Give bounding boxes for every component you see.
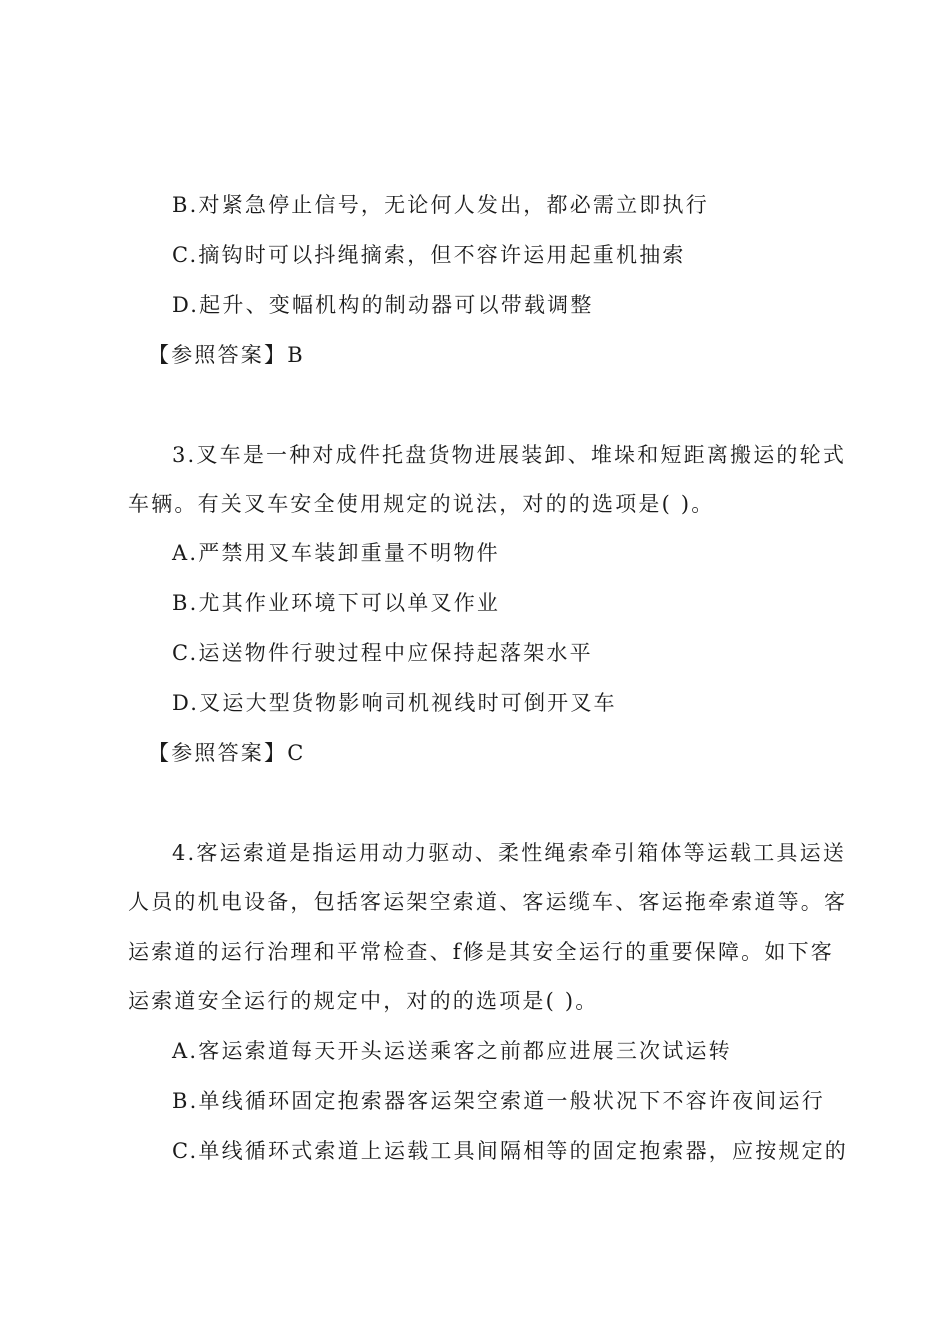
q4-option-a: A.客运索道每天开头运送乘客之前都应进展三次试运转	[172, 1039, 732, 1063]
q4-stem-line-1: 4.客运索道是指运用动力驱动、柔性绳索牵引箱体等运载工具运送	[172, 841, 847, 865]
q4-stem-line-4: 运索道安全运行的规定中，对的的选项是( )。	[128, 989, 599, 1013]
q2-option-b: B.对紧急停止信号，无论何人发出，都必需立即执行	[172, 193, 709, 217]
q3-option-c: C.运送物件行驶过程中应保持起落架水平	[172, 641, 593, 665]
q3-stem-line-2: 车辆。有关叉车安全使用规定的说法，对的的选项是( )。	[128, 492, 715, 516]
q3-stem-line-1: 3.叉车是一种对成件托盘货物进展装卸、堆垛和短距离搬运的轮式	[172, 443, 847, 467]
q4-stem-line-2: 人员的机电设备，包括客运架空索道、客运缆车、客运拖牵索道等。客	[128, 890, 848, 914]
q2-option-d: D.起升、变幅机构的制动器可以带载调整	[172, 293, 594, 317]
q4-option-b: B.单线循环固定抱索器客运架空索道一般状况下不容许夜间运行	[172, 1089, 825, 1113]
q3-option-a: A.严禁用叉车装卸重量不明物件	[172, 541, 500, 565]
q3-option-b: B.尤其作业环境下可以单叉作业	[172, 591, 501, 615]
q4-option-c: C.单线循环式索道上运载工具间隔相等的固定抱索器，应按规定的	[172, 1139, 848, 1163]
q2-answer: 【参照答案】B	[148, 343, 305, 367]
q4-stem-line-3: 运索道的运行治理和平常检查、f修是其安全运行的重要保障。如下客	[128, 940, 834, 964]
q3-answer: 【参照答案】C	[148, 741, 306, 765]
q2-option-c: C.摘钩时可以抖绳摘索，但不容许运用起重机抽索	[172, 243, 686, 267]
q3-option-d: D.叉运大型货物影响司机视线时可倒开叉车	[172, 691, 617, 715]
